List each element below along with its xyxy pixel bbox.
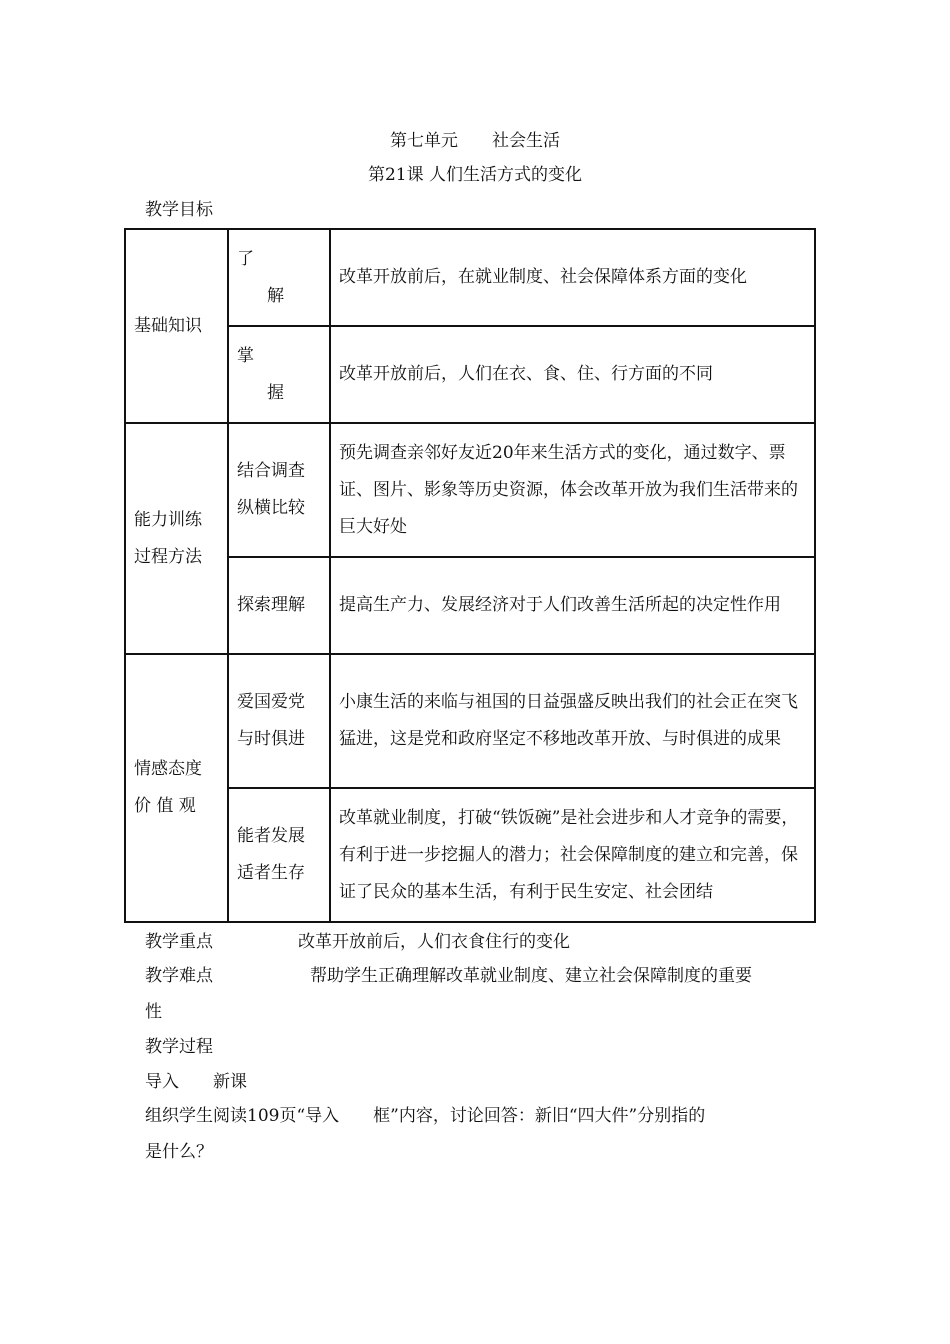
objectives-table xyxy=(124,228,816,923)
subcategory-cell xyxy=(228,423,330,557)
category-label: 情感态度 xyxy=(134,759,202,779)
table-row xyxy=(125,654,815,788)
category-label: 基础知识 xyxy=(134,315,202,336)
category-label: 能力训练 xyxy=(134,509,202,530)
content-cell: 改革开放前后，在就业制度、社会保障体系方面的变化 xyxy=(330,229,815,326)
subcategory-cell xyxy=(228,229,330,326)
subcategory-label: 结合调查 xyxy=(237,461,305,481)
subcategory-label: 握 xyxy=(267,382,284,403)
table-row xyxy=(125,326,815,423)
category-label: 过程方法 xyxy=(134,546,202,567)
lesson-title: 第21课 人们生活方式的变化 xyxy=(367,165,583,185)
table-row xyxy=(125,229,815,326)
content-cell: 改革开放前后，人们在衣、食、住、行方面的不同 xyxy=(330,326,815,423)
category-label: 价 值 观 xyxy=(134,796,196,816)
table-row xyxy=(125,423,815,557)
content-cell: 改革就业制度，打破“铁饭碗”是社会进步和人才竞争的需要，有利于进一步挖掘人的潜力；社会保障制度的建立和完善，保证了民众的基本生活，有利于民生安定、社会团结 xyxy=(330,788,815,922)
process-label: 教学过程 xyxy=(145,1037,213,1057)
difficulty-text: 帮助学生正确理解改革就业制度、建立社会保障制度的重要 xyxy=(310,966,752,986)
key-point-text: 改革开放前后，人们衣食住行的变化 xyxy=(298,932,570,952)
subcategory-cell xyxy=(228,788,330,922)
subcategory-cell xyxy=(228,654,330,788)
intro-label: 导入 新课 xyxy=(145,1072,247,1092)
content-cell: 预先调查亲邻好友近20年来生活方式的变化，通过数字、票证、图片、影象等历史资源，体会改革开放为我们生活带来的巨大好处 xyxy=(330,423,815,557)
subcategory-label: 爱国爱党 xyxy=(237,692,305,712)
subcategory-label: 掌 xyxy=(237,345,254,366)
subcategory-label: 了 xyxy=(237,248,254,269)
objectives-label: 教学目标 xyxy=(145,200,213,220)
intro-text-cont: 是什么？ xyxy=(145,1142,213,1162)
subcategory-cell xyxy=(228,326,330,423)
category-cell xyxy=(125,654,228,922)
content-cell: 小康生活的来临与祖国的日益强盛反映出我们的社会正在突飞猛进，这是党和政府坚定不移地改革开放、与时俱进的成果 xyxy=(330,654,815,788)
intro-text: 组织学生阅读109页“导入 框”内容，讨论回答：新旧“四大件”分别指的 xyxy=(145,1106,706,1126)
subcategory-label: 能者发展 xyxy=(237,826,305,846)
difficulty-label: 教学难点 xyxy=(145,966,213,986)
table-row xyxy=(125,788,815,922)
table-row xyxy=(125,557,815,654)
subcategory-cell xyxy=(228,557,330,654)
category-cell xyxy=(125,423,228,654)
key-point-label: 教学重点 xyxy=(145,932,213,952)
difficulty-text-cont: 性 xyxy=(145,1002,162,1022)
subcategory-label: 纵横比较 xyxy=(237,498,305,518)
subcategory-label: 适者生存 xyxy=(237,863,305,883)
subcategory-label: 解 xyxy=(267,285,284,306)
category-cell xyxy=(125,229,228,423)
subcategory-label: 与时俱进 xyxy=(237,729,305,749)
content-cell: 提高生产力、发展经济对于人们改善生活所起的决定性作用 xyxy=(330,557,815,654)
unit-title: 第七单元 社会生活 xyxy=(390,131,560,151)
subcategory-label: 探索理解 xyxy=(237,595,305,615)
